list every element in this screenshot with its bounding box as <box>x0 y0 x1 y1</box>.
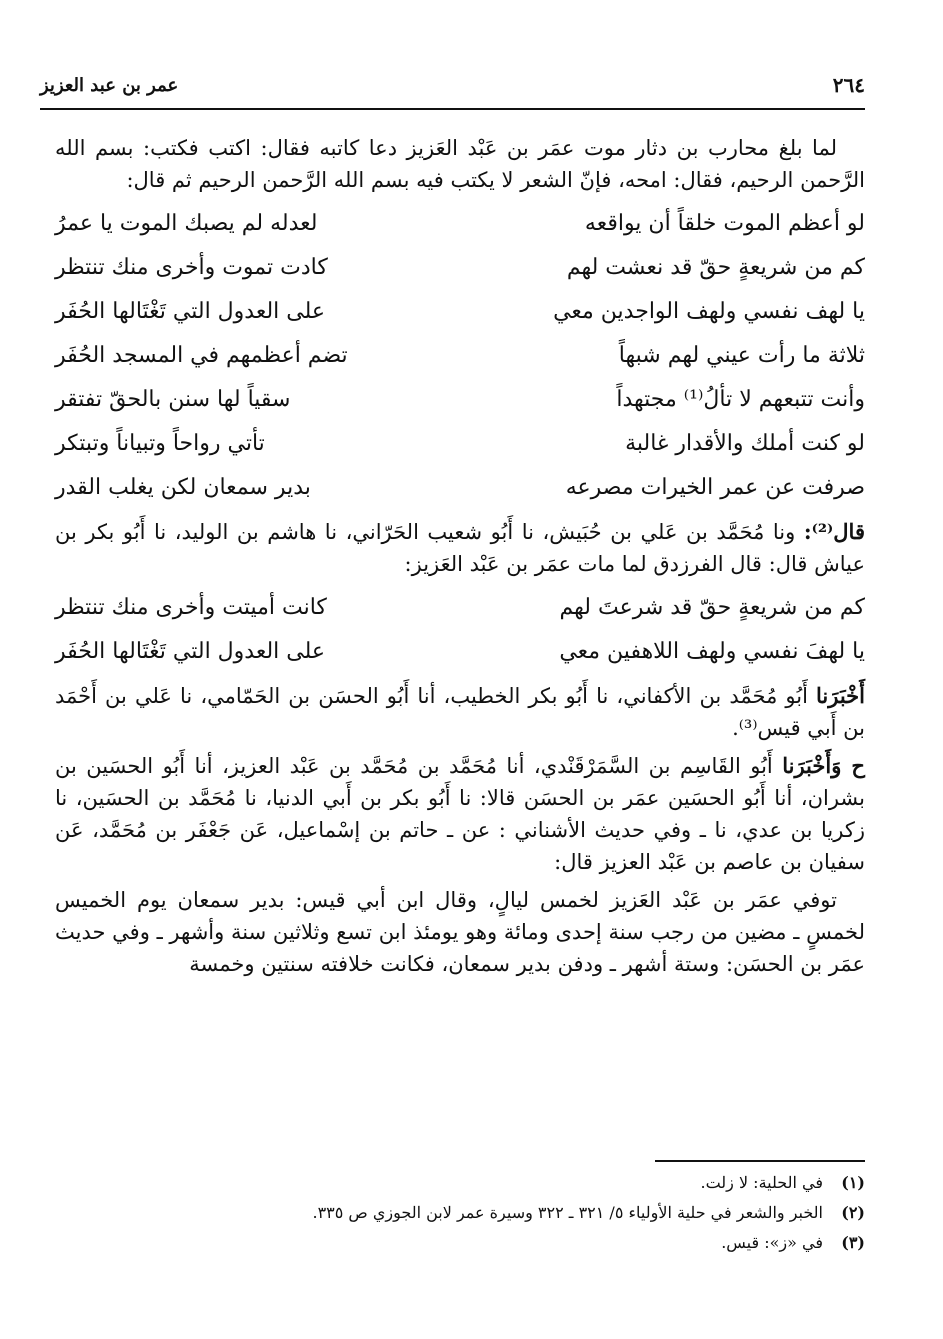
footnote-mark: (٣) <box>841 1233 865 1252</box>
verse <box>55 246 865 290</box>
isnad-text: أَبُو مُحَمَّد بن الأكفاني، نا أَبُو بكر الخطيب، أنا أَبُو الحسَن بن الحَمّامي، نا عَلي بن أَحْمَد بن أَبي قيس⁽³⁾. <box>55 684 865 740</box>
verse <box>55 334 865 378</box>
footnote-text: الخبر والشعر في حلية الأولياء ٥/ ٣٢١ ـ ٣٢٢ وسيرة عمر لابن الجوزي ص ٣٣٥. <box>312 1203 823 1222</box>
page-header <box>40 62 865 110</box>
footnotes <box>55 1160 865 1258</box>
isnad-keyword: أَخْبَرَنا <box>816 683 865 708</box>
verse <box>55 290 865 334</box>
isnad-text: أَبُو القَاسِم بن السَّمَرْقَنْدي، أنا مُحَمَّد بن مُحَمَّد بن عَبْد العزيز، أنا أَبُو الحسَين بن بشران، أنا أَبُو الحسَين عمَر بن الحسَن قالا: نا أَبُو بكر بن أَبي الدنيا، نا مُحَمَّد بن الحسَين، نا زكريا بن عدي، نا ـ وفي حديث الأشناني : عن ـ حاتم بن إسْماعيل، عَن جَعْفَر بن مُحَمَّد، عَن سفيان بن عاصم بن عَبْد العزيز قال: <box>55 754 865 874</box>
page-body <box>55 132 865 986</box>
footnote-mark: (١) <box>841 1173 865 1192</box>
hemistich-first: كم من شريعةٍ حقّ قد شرعتَ لهم <box>559 595 865 620</box>
hemistich-first: كم من شريعةٍ حقّ قد نعشت لهم <box>566 255 865 280</box>
hemistich-second: سقياً لها سنن بالحقّ تفتقر <box>55 387 291 412</box>
hemistich-second: لعدله لم يصبك الموت يا عمرُ <box>55 211 318 236</box>
poem-lament-1 <box>55 202 865 510</box>
verse <box>55 466 865 510</box>
verse <box>55 378 865 422</box>
verse <box>55 630 865 674</box>
footnote <box>55 1198 865 1228</box>
hemistich-second: كادت تموت وأخرى منك تنتظر <box>55 255 328 280</box>
verse <box>55 422 865 466</box>
death-paragraph: توفي عمَر بن عَبْد العَزيز لخمس ليالٍ، وقال ابن أبي قيس: بدير سمعان يوم الخميس لخمسٍ ـ مضين من رجب سنة إحدى ومائة وهو يومئذ ابن تسع وثلاثين سنة وأشهر ـ وفي حديث عمَر بن الحسَن: وستة أشهر ـ ودفن بدير سمعان، فكانت خلافته سنتين وخمسة <box>55 888 865 976</box>
isnad-paragraph <box>55 750 865 878</box>
intro-paragraph: لما بلغ محارب بن دثار موت عمَر بن عَبْد العَزيز دعا كاتبه فقال: اكتب فكتب: بسم الله الرَّحمن الرحيم، فقال: امحه، فإنّ الشعر لا يكتب فيه بسم الله الرَّحمن الرحيم ثم قال: <box>55 136 865 192</box>
isnad-keyword: ح وَأَخْبَرَنا <box>782 753 865 778</box>
hemistich-second: بدير سمعان لكن يغلب القدر <box>55 475 311 500</box>
hemistich-first: ثلاثة ما رأت عيني لهم شبهاً <box>618 343 865 368</box>
verse <box>55 586 865 630</box>
hemistich-second: على العدول التي تَغْتَالها الحُفَر <box>55 639 326 664</box>
isnad-paragraph <box>55 680 865 744</box>
narration-paragraph <box>55 516 865 580</box>
footnote-mark: (٢) <box>841 1203 865 1222</box>
footnote-text: في «ز»: قيس. <box>721 1233 823 1252</box>
footnote-text: في الحلية: لا زلت. <box>700 1173 823 1192</box>
hemistich-first: يا لهفَ نفسي ولهف اللاهفين معي <box>559 639 865 664</box>
footnote <box>55 1228 865 1258</box>
verse <box>55 202 865 246</box>
hemistich-first: صرفت عن عمر الخيرات مصرعه <box>565 475 865 500</box>
narration-keyword: قال⁽²⁾: <box>803 519 865 544</box>
hemistich-second: تأتي رواحاً وتبياناً وتبتكر <box>55 431 265 456</box>
narration-text: ونا مُحَمَّد بن عَلي بن حُبَيش، نا أَبُو شعيب الحَرّاني، نا هاشم بن الوليد، نا أَبُو بكر بن عياش قال: قال الفرزدق لما مات عمَر بن عَبْد العَزيز: <box>55 520 865 576</box>
page-number: ٢٦٤ <box>832 73 865 97</box>
hemistich-first: لو أعظم الموت خلقاً أن يواقعه <box>584 211 865 236</box>
hemistich-second: كانت أميتت وأخرى منك تنتظر <box>55 595 327 620</box>
hemistich-second: على العدول التي تَغْتَالها الحُفَر <box>55 299 326 324</box>
hemistich-first: وأنت تتبعهم لا تألُ⁽¹⁾ مجتهداً <box>616 387 865 412</box>
hemistich-first: يا لهف نفسي ولهف الواجدين معي <box>553 299 865 324</box>
running-title: عمر بن عبد العزيز <box>40 74 179 96</box>
hemistich-first: لو كنت أملك والأقدار غالبة <box>625 431 865 456</box>
hemistich-second: تضم أعظمهم في المسجد الحُفَر <box>55 343 348 368</box>
footnote <box>55 1168 865 1198</box>
footnote-divider <box>655 1160 865 1162</box>
poem-lament-2 <box>55 586 865 674</box>
